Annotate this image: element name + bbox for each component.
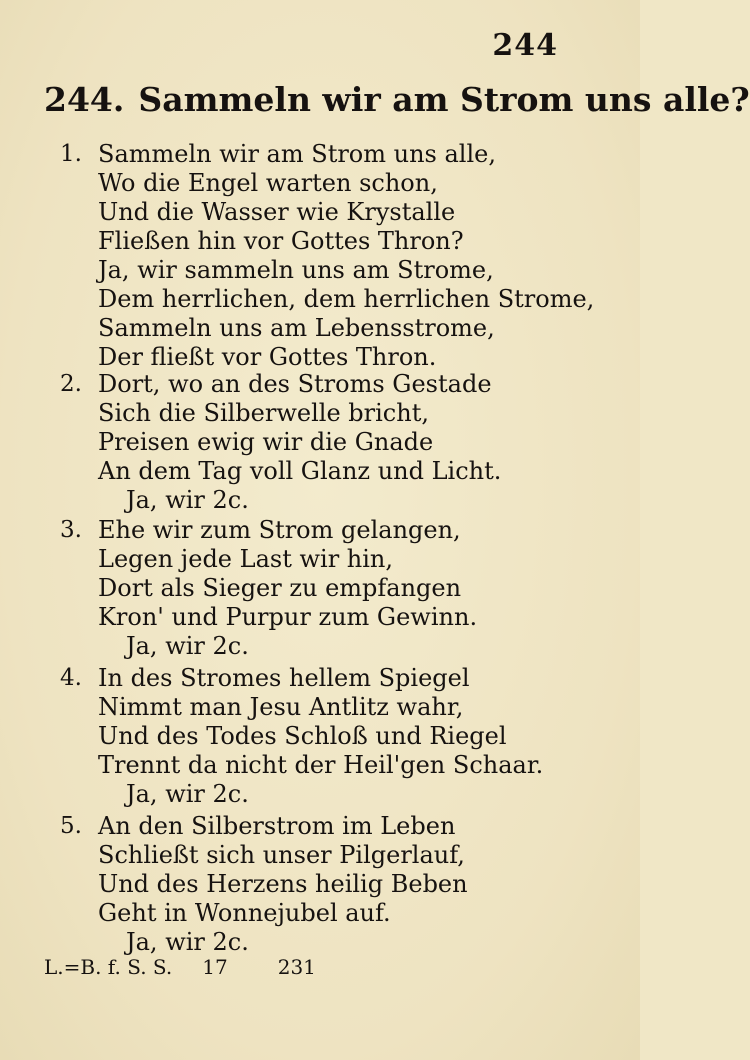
hymn-title-text: Sammeln wir am Strom uns alle? xyxy=(138,80,750,119)
stanza-line xyxy=(60,227,600,256)
stanza-line xyxy=(60,899,600,928)
verse-line: Sich die Silberwelle bricht, xyxy=(98,399,429,427)
page-footer xyxy=(44,955,316,979)
hymn-number: 244. xyxy=(44,80,125,119)
verse-line: Wo die Engel warten schon, xyxy=(98,169,438,197)
page-number: 244 xyxy=(492,28,558,63)
verse-line: Schließt sich unser Pilgerlauf, xyxy=(98,841,465,869)
verse-line: Nimmt man Jesu Antlitz wahr, xyxy=(98,693,464,721)
stanza-line xyxy=(60,343,600,372)
verse-line: In des Stromes hellem Spiegel xyxy=(98,664,470,692)
stanza-line xyxy=(60,545,600,574)
stanza-line xyxy=(60,140,600,169)
refrain-text: Ja, wir 2c. xyxy=(126,632,249,660)
stanza-line xyxy=(60,370,600,399)
stanza-line xyxy=(60,285,600,314)
stanza-4 xyxy=(60,664,600,809)
verse-line: Ehe wir zum Strom gelangen, xyxy=(98,516,461,544)
stanza-line xyxy=(60,457,600,486)
verse-line: Trennt da nicht der Heil'gen Schaar. xyxy=(98,751,544,779)
verse-line: An den Silberstrom im Leben xyxy=(98,812,456,840)
stanza-line xyxy=(60,870,600,899)
stanza-1 xyxy=(60,140,600,372)
verse-line: An dem Tag voll Glanz und Licht. xyxy=(98,457,502,485)
verse-line: Geht in Wonnejubel auf. xyxy=(98,899,391,927)
verse-line: Sammeln uns am Lebensstrome, xyxy=(98,314,495,342)
footer-page-number: 231 xyxy=(277,955,316,979)
stanza-line xyxy=(60,603,600,632)
stanza-3 xyxy=(60,516,600,661)
stanza-line xyxy=(60,169,600,198)
stanza-number: 3. xyxy=(60,517,82,543)
refrain-text: Ja, wir 2c. xyxy=(126,486,249,514)
verse-line: Der fließt vor Gottes Thron. xyxy=(98,343,437,371)
verse-line: Sammeln wir am Strom uns alle, xyxy=(98,140,496,168)
stanza-line xyxy=(60,198,600,227)
sheet-number: 17 xyxy=(202,955,228,979)
stanza-2 xyxy=(60,370,600,515)
stanza-line xyxy=(60,722,600,751)
refrain-line xyxy=(60,928,600,957)
verse-line: Und des Herzens heilig Beben xyxy=(98,870,468,898)
stanza-line xyxy=(60,256,600,285)
hymn-title xyxy=(44,80,750,119)
stanza-line xyxy=(60,428,600,457)
verse-line: Dort, wo an des Stroms Gestade xyxy=(98,370,492,398)
stanza-line xyxy=(60,812,600,841)
stanza-line xyxy=(60,399,600,428)
verse-line: Dem herrlichen, dem herrlichen Strome, xyxy=(98,285,595,313)
refrain-text: Ja, wir 2c. xyxy=(126,780,249,808)
verse-line: Preisen ewig wir die Gnade xyxy=(98,428,434,456)
stanza-line xyxy=(60,841,600,870)
refrain-line xyxy=(60,486,600,515)
verse-line: Dort als Sieger zu empfangen xyxy=(98,574,462,602)
refrain-line xyxy=(60,632,600,661)
refrain-text: Ja, wir 2c. xyxy=(126,928,249,956)
stanza-number: 5. xyxy=(60,813,82,839)
verse-line: Kron' und Purpur zum Gewinn. xyxy=(98,603,478,631)
stanza-line xyxy=(60,664,600,693)
verse-line: Ja, wir sammeln uns am Strome, xyxy=(98,256,494,284)
stanza-number: 4. xyxy=(60,665,82,691)
stanza-5 xyxy=(60,812,600,957)
stanza-number: 1. xyxy=(60,141,82,167)
stanza-line xyxy=(60,574,600,603)
stanza-line xyxy=(60,516,600,545)
stanza-number: 2. xyxy=(60,371,82,397)
stanza-line xyxy=(60,751,600,780)
verse-line: Und die Wasser wie Krystalle xyxy=(98,198,456,226)
stanza-line xyxy=(60,693,600,722)
verse-line: Und des Todes Schloß und Riegel xyxy=(98,722,507,750)
signature-mark: L.=B. f. S. S. xyxy=(44,955,173,979)
stanza-line xyxy=(60,314,600,343)
verse-line: Legen jede Last wir hin, xyxy=(98,545,394,573)
refrain-line xyxy=(60,780,600,809)
verse-line: Fließen hin vor Gottes Thron? xyxy=(98,227,464,255)
